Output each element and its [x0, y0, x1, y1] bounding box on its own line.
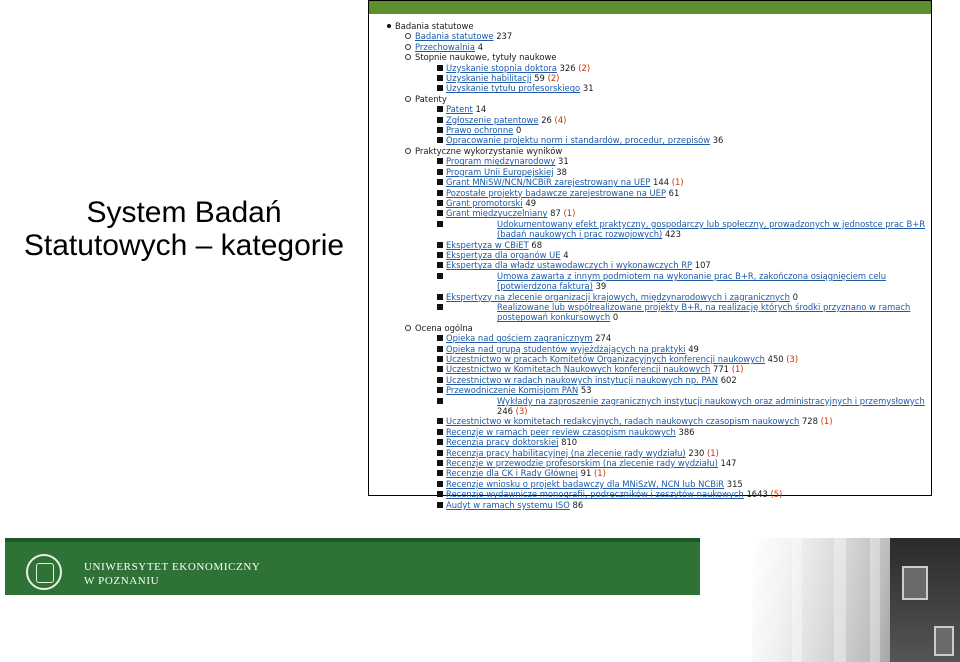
tree-group-label: Praktyczne wykorzystanie wyników [415, 145, 563, 156]
bullet-square-icon [437, 158, 443, 164]
tree-item [383, 240, 927, 250]
item-count: 246 [497, 406, 513, 417]
item-count: 147 [720, 458, 737, 469]
tree-item [383, 198, 927, 208]
bullet-circle-icon [405, 54, 411, 60]
tree-item-link[interactable]: Ekspertyza w CBiET [446, 239, 529, 250]
tree-group [383, 94, 927, 104]
item-count: 386 [678, 426, 695, 437]
tree-item [383, 364, 927, 374]
bullet-square-icon [437, 262, 443, 268]
bullet-square-icon [437, 377, 443, 383]
item-count: 61 [668, 187, 680, 198]
item-count: 237 [496, 31, 513, 42]
tree-group-label: Ocena ogólna [415, 322, 473, 333]
building-column [792, 538, 802, 662]
tree-item-link[interactable]: Przewodniczenie Komisjom PAN [446, 385, 579, 396]
item-count: 810 [561, 437, 578, 448]
bullet-square-icon [437, 65, 443, 71]
item-count: 230 [688, 447, 705, 458]
item-count: 59 [534, 73, 545, 84]
tree-item [383, 115, 927, 125]
item-count: 4 [477, 41, 484, 52]
tree-item [383, 260, 927, 270]
tree-group [383, 146, 927, 156]
bullet-circle-icon [405, 33, 411, 39]
pending-count[interactable]: (4) [554, 114, 567, 125]
slide-title-line-2: Statutowych – kategorie [23, 229, 345, 262]
tree-root [383, 21, 927, 31]
tree-item-link[interactable]: Recenzja pracy habilitacyjnej (na zlecenie rady wydziału) [446, 447, 686, 458]
tree-item-link[interactable]: Uzyskanie habilitacji [446, 73, 532, 84]
tree-item-link[interactable]: Grant promotorski [446, 197, 523, 208]
item-count: 423 [664, 229, 681, 240]
tree-item [383, 448, 927, 458]
tree-item-text [497, 219, 942, 240]
tree-item [383, 375, 927, 385]
bullet-square-icon [437, 169, 443, 175]
item-count: 326 [559, 62, 576, 73]
tree-item [383, 344, 927, 354]
tree-item [383, 489, 927, 499]
tree-item [383, 354, 927, 364]
tree-item-link[interactable]: Udokumentowany efekt praktyczny, gospodarczy lub społeczny, prowadzonych w jednostce prac B+R (badań naukowych i prac rozwojowych) [497, 218, 926, 240]
footer-topline [5, 538, 700, 542]
bullet-square-icon [437, 304, 443, 310]
item-count: 450 [767, 354, 784, 364]
bullet-square-icon [437, 127, 443, 133]
tree-item-link[interactable]: Opracowanie projektu norm i standardów, procedur, przepisów [446, 135, 711, 146]
item-count: 68 [531, 239, 543, 250]
tree-item [383, 385, 927, 395]
item-count: 144 [653, 177, 670, 188]
tree-item-link[interactable]: Recenzja pracy doktorskiej [446, 437, 559, 448]
tree-item-link[interactable]: Ekspertyza dla władz ustawodawczych i wykonawczych RP [446, 260, 693, 271]
bullet-square-icon [437, 294, 443, 300]
tree-item [383, 416, 927, 426]
item-count: 0 [792, 291, 798, 302]
university-name-line-1: UNIWERSYTET EKONOMICZNY [84, 561, 261, 573]
building-column [834, 538, 846, 662]
bullet-square-icon [437, 398, 443, 404]
bullet-square-icon [437, 200, 443, 206]
tree-item [383, 63, 927, 73]
tree-item [383, 177, 927, 187]
item-count: 0 [515, 125, 522, 136]
tree-group-label: Patenty [415, 93, 447, 104]
tree-item [383, 250, 927, 260]
tree-item [383, 125, 927, 135]
tree-item-link[interactable]: Uczestnictwo w pracach Komitetów Organizacyjnych konferencji naukowych [446, 354, 765, 364]
tree-item-link[interactable]: Ekspertyzy na zlecenie organizacji krajowych, międzynarodowych i zagranicznych [446, 291, 790, 302]
tree-group-label: Stopnie naukowe, tytuły naukowe [415, 52, 557, 63]
tree-item-link[interactable]: Zgłoszenie patentowe [446, 114, 539, 125]
tree-item [383, 167, 927, 177]
bullet-square-icon [437, 85, 443, 91]
bullet-square-icon [437, 273, 443, 279]
bullet-square-icon [437, 491, 443, 497]
tree-item [383, 135, 927, 145]
tree-item [383, 219, 927, 240]
tree-item [383, 500, 927, 510]
tree-item [383, 468, 927, 478]
tree-item-text [497, 396, 942, 417]
item-count: 49 [688, 343, 699, 354]
tree-group [383, 323, 927, 333]
tree-item-link[interactable]: Uczestnictwo w radach naukowych instytucji naukowych np. PAN [446, 374, 719, 385]
pending-count[interactable]: (1) [731, 364, 744, 375]
tree-group [383, 42, 927, 52]
bullet-square-icon [437, 242, 443, 248]
tree-item [383, 396, 927, 417]
item-count: 36 [712, 135, 724, 146]
building-column [870, 538, 880, 662]
item-count: 91 [580, 468, 592, 479]
bullet-square-icon [437, 418, 443, 424]
university-name-line-2: W POZNANIU [84, 575, 160, 587]
item-count: 39 [595, 281, 607, 292]
tree-item-link[interactable]: Recenzje w przewodzie profesorskim (na zlecenie rady wydziału) [446, 458, 718, 469]
bullet-square-icon [437, 346, 443, 352]
tree-item [383, 292, 927, 302]
tree-item-link[interactable]: Recenzje wydawnicze monografii, podręczników i zeszytów naukowych [446, 489, 744, 500]
tree-item-link[interactable]: Umowa zawarta z innym podmiotem na wykonanie prac B+R, zakończona osiągnięciem celu (potwierdzona fakturą) [497, 270, 887, 292]
bullet-square-icon [437, 179, 443, 185]
tree-item [383, 437, 927, 447]
tree-item [383, 208, 927, 218]
tree-item [383, 302, 927, 323]
building-window [934, 626, 954, 656]
top-green-bar [369, 1, 931, 14]
bullet-square-icon [437, 252, 443, 258]
bullet-square-icon [437, 460, 443, 466]
tree-item [383, 458, 927, 468]
pending-count[interactable]: (1) [593, 468, 606, 479]
bullet-square-icon [437, 387, 443, 393]
tree-item-link[interactable]: Uczestnictwo w komitetach redakcyjnych, radach naukowych czasopism naukowych [446, 416, 800, 427]
tree-root-label: Badania statutowe [395, 21, 474, 31]
bullet-square-icon [437, 481, 443, 487]
bullet-square-icon [437, 137, 443, 143]
tree-item-link[interactable]: Pozostałe projekty badawcze zarejestrowane na UEP [446, 187, 666, 198]
tree-item-link[interactable]: Opieka nad gościem zagranicznym [446, 333, 593, 344]
bullet-square-icon [437, 221, 443, 227]
tree-item-text [497, 302, 942, 323]
tree-item-link[interactable]: Uzyskanie tytułu profesorskiego [446, 83, 581, 94]
university-logo-icon [26, 554, 62, 590]
tree-item-link[interactable]: Program międzynarodowy [446, 156, 556, 167]
item-count: 31 [558, 156, 569, 167]
tree-group [383, 31, 927, 41]
item-count: 87 [550, 208, 561, 219]
building-window [902, 566, 928, 600]
pending-count[interactable]: (5) [770, 489, 783, 500]
tree-item-link[interactable]: Recenzje dla CK i Rady Głównej [446, 468, 578, 479]
category-tree [383, 21, 927, 510]
slide-title [0, 196, 368, 262]
tree-item-link[interactable]: Grant MNiSW/NCN/NCBiR zarejestrowany na UEP [446, 177, 651, 188]
tree-item-text [497, 271, 942, 292]
tree-group-link[interactable]: Przechowalnia [415, 41, 476, 52]
bullet-square-icon [437, 210, 443, 216]
tree-item-link[interactable]: Uczestnictwo w Komitetach Naukowych konferencji naukowych [446, 364, 711, 375]
item-count: 728 [801, 416, 818, 427]
tree-item [383, 479, 927, 489]
pending-count[interactable]: (3) [786, 354, 799, 364]
item-count: 602 [720, 374, 737, 385]
tree-item-link[interactable]: Wykłady na zaproszenie zagranicznych instytucji naukowych oraz administracyjnych i przemysłowych [497, 395, 925, 406]
tree-item [383, 156, 927, 166]
bullet-disc-icon [387, 24, 391, 28]
tree-item [383, 333, 927, 343]
tree-item [383, 83, 927, 93]
item-count: 26 [541, 114, 552, 125]
bullet-square-icon [437, 356, 443, 362]
slide-title-line-1: System Badań [86, 196, 282, 229]
tree-item-link[interactable]: Patent [446, 104, 473, 115]
item-count: 4 [563, 249, 569, 260]
pending-count[interactable]: (1) [820, 416, 833, 427]
bullet-square-icon [437, 439, 443, 445]
bullet-square-icon [437, 106, 443, 112]
tree-item [383, 73, 927, 83]
item-count: 86 [572, 499, 584, 510]
item-count: 771 [713, 364, 730, 375]
bullet-square-icon [437, 470, 443, 476]
tree-item-link[interactable]: Recenzje w ramach peer review czasopism naukowych [446, 426, 676, 437]
tree-item [383, 188, 927, 198]
building-photo [752, 538, 960, 662]
pending-count[interactable]: (2) [547, 73, 560, 84]
item-count: 53 [580, 385, 592, 396]
pending-count[interactable]: (1) [707, 447, 719, 458]
bullet-circle-icon [405, 44, 411, 50]
tree-item [383, 104, 927, 114]
tree-item-link[interactable]: Uzyskanie stopnia doktora [446, 62, 557, 73]
tree-item-link[interactable]: Program Unii Europejskiej [446, 166, 554, 177]
item-count: 315 [726, 478, 743, 489]
item-count: 1643 [746, 489, 768, 500]
tree-group-link[interactable]: Badania statutowe [415, 31, 494, 42]
pending-count[interactable]: (1) [671, 177, 684, 188]
tree-item-link[interactable]: Prawo ochronne [446, 125, 514, 136]
bullet-square-icon [437, 75, 443, 81]
item-count: 107 [694, 260, 711, 271]
item-count: 14 [475, 104, 487, 115]
tree-group [383, 52, 927, 62]
item-count: 0 [612, 312, 619, 323]
bullet-circle-icon [405, 96, 411, 102]
bullet-square-icon [437, 502, 443, 508]
tree-item-link[interactable]: Realizowane lub współrealizowane projekty B+R, na realizację których środki przyznano w ramach postępowań konkursowych [497, 301, 911, 323]
tree-item-link[interactable]: Opieka nad grupą studentów wyjeżdżających na praktyki [446, 343, 686, 354]
tree-item-link[interactable]: Grant międzyuczelniany [446, 208, 548, 219]
bullet-square-icon [437, 450, 443, 456]
item-count: 31 [582, 83, 594, 94]
category-tree-screenshot [368, 0, 932, 510]
pending-count[interactable]: (2) [578, 62, 591, 73]
bullet-square-icon [437, 366, 443, 372]
tree-item-link[interactable]: Recenzje wniosku o projekt badawczy dla MNiSzW, NCN lub NCBiR [446, 478, 725, 489]
pending-count[interactable]: (3) [515, 406, 528, 417]
item-count: 274 [595, 333, 612, 344]
tree-item [383, 271, 927, 292]
bullet-square-icon [437, 335, 443, 341]
bullet-circle-icon [405, 148, 411, 154]
tree-item-link[interactable]: Audyt w ramach systemu ISO [446, 499, 570, 510]
bullet-square-icon [437, 190, 443, 196]
tree-item-link[interactable]: Ekspertyza dla organów UE [446, 249, 561, 260]
item-count: 49 [525, 197, 537, 208]
pending-count[interactable]: (1) [563, 208, 576, 219]
item-count: 38 [556, 166, 567, 177]
bullet-circle-icon [405, 325, 411, 331]
bullet-square-icon [437, 429, 443, 435]
university-name [84, 560, 260, 588]
tree-item [383, 427, 927, 437]
bullet-square-icon [437, 117, 443, 123]
